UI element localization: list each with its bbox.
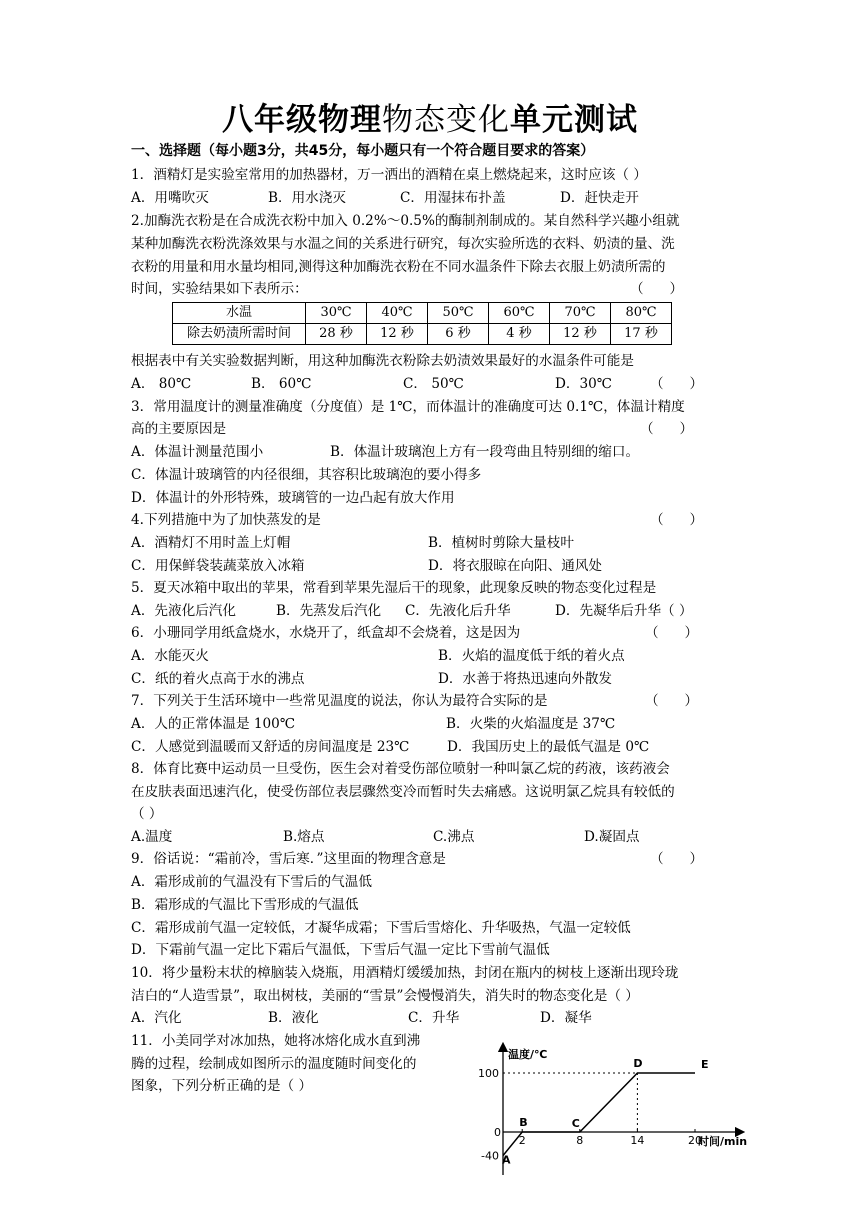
q10-option-c: C．升华 (408, 1010, 460, 1026)
q4-answer-paren: （ ） (650, 512, 704, 528)
q9-stem: 9．俗话说：“霜前冷，雪后寒．”这里面的物理含意是 (131, 851, 446, 867)
q2-option-b: B． 60℃ (251, 376, 312, 392)
q2-answer-paren: （ ） (630, 281, 684, 297)
y-tick-label: 100 (478, 1067, 499, 1080)
q3-line2: 高的主要原因是 (131, 421, 227, 437)
q5-option-d: D．先凝华后升华（ ） (555, 603, 693, 619)
q2-line3: 衣粉的用量和用水量均相同,测得这种加酶洗衣粉在不同水温条件下除去衣服上奶渍所需的 (131, 259, 666, 275)
origin-label: 0 (494, 1126, 501, 1139)
x-tick-label: 8 (576, 1134, 584, 1147)
q5-option-c: C．先液化后升华 (405, 603, 511, 619)
q7-option-d: D．我国历史上的最低气温是 0℃ (447, 739, 650, 755)
q7-option-a: A．人的正常体温是 100℃ (131, 716, 296, 732)
q2-answer-paren-2: （ ） (650, 376, 704, 392)
table-cell: 30℃ (306, 303, 367, 324)
table-cell: 28 秒 (306, 324, 367, 345)
x-tick-label: 14 (630, 1134, 645, 1147)
title-part3: 单元测试 (510, 102, 638, 138)
q11-line1: 11．小美同学对冰加热，她将冰熔化成水直到沸 (131, 1033, 421, 1049)
q1-option-a: A．用嘴吹灭 (131, 190, 209, 206)
q5-stem: 5．夏天冰箱中取出的苹果，常看到苹果先湿后干的现象，此现象反映的物态变化过程是 (131, 580, 657, 596)
q3-line1: 3．常用温度计的测量准确度（分度值）是 1℃，而体温计的准确度可达 0.1℃，体温计精度 (131, 399, 685, 415)
y-axis-label: 温度/℃ (508, 1048, 548, 1061)
point-label-d: D (633, 1057, 643, 1070)
q8-option-a: A.温度 (131, 829, 173, 845)
q7-stem: 7．下列关于生活环境中一些常见温度的说法，你认为最符合实际的是 (131, 693, 548, 709)
q6-option-b: B．火焰的温度低于纸的着火点 (438, 648, 625, 664)
q10-option-d: D．凝华 (540, 1010, 592, 1026)
q2-option-c: C． 50℃ (403, 376, 464, 392)
x-tick-label: 2 (518, 1134, 526, 1147)
q10-line1: 10．将少量粉末状的樟脑装入烧瓶，用酒精灯缓缓加热，封闭在瓶内的树枝上逐渐出现玲珑 (131, 965, 679, 981)
q8-option-d: D.凝固点 (584, 829, 640, 845)
section-heading: 一、选择题（每小题3分，共45分，每小题只有一个符合题目要求的答案） (131, 143, 595, 159)
q4-option-a: A．酒精灯不用时盖上灯帽 (131, 535, 291, 551)
q2-line2: 某种加酶洗衣粉洗涤效果与水温之间的关系进行研究，每次实验所选的衣料、奶渍的量、洗 (131, 236, 675, 252)
point-label-c: C (571, 1117, 580, 1130)
table-cell: 12 秒 (550, 324, 611, 345)
table-cell: 70℃ (550, 303, 611, 324)
table-cell: 60℃ (489, 303, 550, 324)
q6-answer-paren: （ ） (645, 625, 699, 641)
q8-line3: （ ） (131, 806, 163, 822)
table-row (173, 324, 672, 345)
point-label-b: B (519, 1116, 528, 1129)
series-line (503, 1073, 695, 1156)
q10-option-b: B．液化 (268, 1010, 319, 1026)
q1-option-d: D．赶快走开 (560, 190, 639, 206)
table-cell: 12 秒 (367, 324, 428, 345)
point-label-e: E (701, 1058, 709, 1071)
q11-line3: 图象，下列分析正确的是（ ） (131, 1078, 313, 1094)
q8-line2: 在皮肤表面迅速汽化，使受伤部位表层骤然变冷而暂时失去痛感。这说明氯乙烷具有较低的 (131, 784, 675, 800)
q10-option-a: A．汽化 (131, 1010, 182, 1026)
q9-option-a: A．霜形成前的气温没有下雪后的气温低 (131, 874, 372, 890)
q6-option-c: C．纸的着火点高于水的沸点 (131, 671, 305, 687)
q5-option-a: A．先液化后汽化 (131, 603, 236, 619)
q9-option-b: B．霜形成的气温比下雪形成的气温低 (131, 897, 359, 913)
q7-answer-paren: （ ） (645, 693, 699, 709)
q9-option-d: D．下霜前气温一定比下霜后气温低，下雪后气温一定比下雪前气温低 (131, 942, 550, 958)
q1-option-b: B．用水浇灭 (268, 190, 346, 206)
q4-option-d: D．将衣服晾在向阳、通风处 (428, 558, 603, 574)
page-title (0, 100, 860, 140)
q2-line5: 根据表中有关实验数据判断，用这种加酶洗衣粉除去奶渍效果最好的水温条件可能是 (131, 353, 634, 369)
q1-stem: 1．酒精灯是实验室常用的加热器材，万一洒出的酒精在桌上燃烧起来，这时应该（ ） (131, 167, 647, 183)
q8-option-c: C.沸点 (433, 829, 475, 845)
q2-line1: 2.加酶洗衣粉是在合成洗衣粉中加入 0.2%～0.5%的酶制剂制成的。某自然科学兴趣小组就 (131, 213, 680, 229)
temperature-time-graph (470, 1035, 750, 1180)
q3-answer-paren: （ ） (640, 421, 694, 437)
q3-option-a: A．体温计测量范围小 (131, 444, 264, 460)
q3-option-d: D．体温计的外形特殊，玻璃管的一边凸起有放大作用 (131, 490, 455, 506)
q5-option-b: B．先蒸发后汽化 (276, 603, 382, 619)
table-cell: 40℃ (367, 303, 428, 324)
table-cell: 17 秒 (611, 324, 672, 345)
table-header-time: 除去奶渍所需时间 (173, 324, 306, 345)
q9-answer-paren: （ ） (650, 851, 704, 867)
q2-option-a: A． 80℃ (131, 376, 192, 392)
q7-option-c: C．人感觉到温暖而又舒适的房间温度是 23℃ (131, 739, 410, 755)
q10-line2: 洁白的“人造雪景”，取出树枝，美丽的“雪景”会慢慢消失，消失时的物态变化是（ ） (131, 988, 639, 1004)
q7-option-b: B．火柴的火焰温度是 37℃ (446, 716, 616, 732)
q4-stem: 4.下列措施中为了加快蒸发的是 (131, 512, 321, 528)
table-row (173, 303, 672, 324)
title-part2: 物态变化 (382, 102, 510, 138)
q4-option-c: C．用保鲜袋装蔬菜放入冰箱 (131, 558, 305, 574)
point-label-a: A (502, 1153, 511, 1167)
q6-option-d: D．水善于将热迅速向外散发 (438, 671, 613, 687)
q6-option-a: A．水能灭火 (131, 648, 209, 664)
q3-option-b: B．体温计玻璃泡上方有一段弯曲且特别细的缩口。 (330, 444, 640, 460)
y-tick-label: -40 (481, 1149, 499, 1163)
q11-line2: 腾的过程，绘制成如图所示的温度随时间变化的 (131, 1056, 417, 1072)
table-cell: 80℃ (611, 303, 672, 324)
q8-option-b: B.熔点 (283, 829, 325, 845)
q8-line1: 8．体育比赛中运动员一旦受伤，医生会对着受伤部位喷射一种叫氯乙烷的药液，该药液会 (131, 761, 670, 777)
q1-option-c: C．用湿抹布扑盖 (400, 190, 506, 206)
x-tick-label: 20 (688, 1134, 702, 1147)
x-axis-label: 时间/min (698, 1135, 748, 1148)
q4-option-b: B．植树时剪除大量枝叶 (428, 535, 574, 551)
q2-data-table (172, 302, 672, 345)
table-cell: 4 秒 (489, 324, 550, 345)
title-part1: 八年级物理 (222, 102, 382, 138)
q2-line4: 时间，实验结果如下表所示： (131, 281, 308, 297)
q6-stem: 6．小珊同学用纸盒烧水，水烧开了，纸盒却不会烧着，这是因为 (131, 625, 521, 641)
table-cell: 6 秒 (428, 324, 489, 345)
table-cell: 50℃ (428, 303, 489, 324)
q9-option-c: C．霜形成前气温一定较低，才凝华成霜；下雪后雪熔化、升华吸热，气温一定较低 (131, 920, 631, 936)
q2-option-d: D．30℃ (555, 376, 612, 392)
table-header-temp: 水温 (173, 303, 306, 324)
q3-option-c: C．体温计玻璃管的内径很细，其容积比玻璃泡的要小得多 (131, 467, 482, 483)
